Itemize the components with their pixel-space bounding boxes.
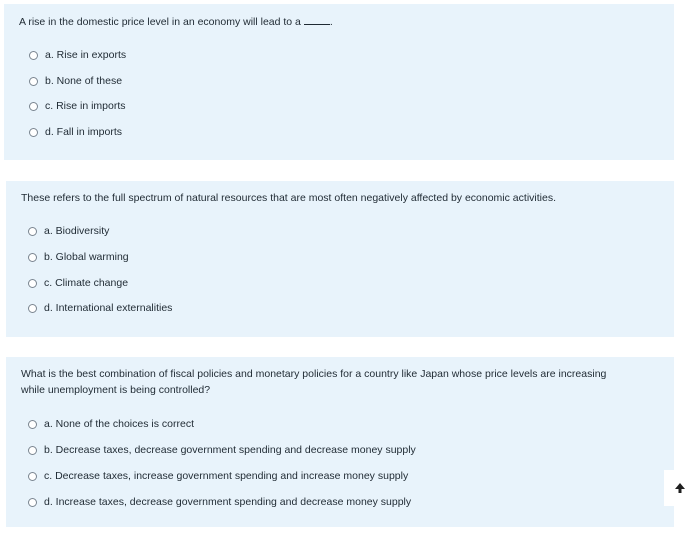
option-a[interactable] [28, 416, 194, 432]
radio-button[interactable] [29, 51, 38, 60]
radio-button[interactable] [28, 498, 37, 507]
radio-button[interactable] [29, 128, 38, 137]
option-label: a. Rise in exports [45, 49, 127, 61]
scroll-to-top-button[interactable] [664, 470, 696, 506]
option-label: c. Climate change [44, 277, 129, 289]
arrow-up-icon [674, 482, 686, 494]
option-label: d. Increase taxes, decrease government spending and decrease money supply [44, 496, 412, 508]
answer-blank [304, 14, 330, 25]
option-label: c. Decrease taxes, increase government spending and increase money supply [44, 470, 409, 482]
radio-button[interactable] [28, 472, 37, 481]
option-a[interactable] [29, 47, 126, 63]
option-label: a. Biodiversity [44, 225, 110, 237]
question-card-1 [4, 4, 674, 160]
option-b[interactable] [29, 73, 122, 89]
radio-button[interactable] [29, 102, 38, 111]
option-b[interactable] [28, 442, 416, 458]
option-label: b. Global warming [44, 251, 129, 263]
question-text: What is the best combination of fiscal policies and monetary policies for a country like Japan whose price levels are increasing while unemployment is being controlled? [21, 368, 607, 396]
option-b[interactable] [28, 249, 129, 265]
question-card-3 [6, 357, 674, 527]
option-label: d. International externalities [44, 302, 173, 314]
radio-button[interactable] [28, 446, 37, 455]
question-text: A rise in the domestic price level in an economy will lead to a . [19, 16, 333, 28]
option-c[interactable] [28, 468, 408, 484]
option-label: b. Decrease taxes, decrease government spending and decrease money supply [44, 444, 416, 456]
radio-button[interactable] [28, 227, 37, 236]
option-c[interactable] [28, 275, 128, 291]
radio-button[interactable] [28, 304, 37, 313]
option-d[interactable] [29, 124, 122, 140]
option-d[interactable] [28, 300, 172, 316]
option-c[interactable] [29, 98, 126, 114]
option-label: a. None of the choices is correct [44, 418, 194, 430]
question-card-2 [6, 181, 674, 337]
option-label: c. Rise in imports [45, 100, 126, 112]
option-d[interactable] [28, 494, 411, 510]
option-label: b. None of these [45, 75, 123, 87]
radio-button[interactable] [28, 420, 37, 429]
question-text: These refers to the full spectrum of natural resources that are most often negatively affected by economic activities. [21, 192, 556, 204]
radio-button[interactable] [29, 77, 38, 86]
option-a[interactable] [28, 223, 109, 239]
radio-button[interactable] [28, 279, 37, 288]
radio-button[interactable] [28, 253, 37, 262]
option-label: d. Fall in imports [45, 126, 123, 138]
